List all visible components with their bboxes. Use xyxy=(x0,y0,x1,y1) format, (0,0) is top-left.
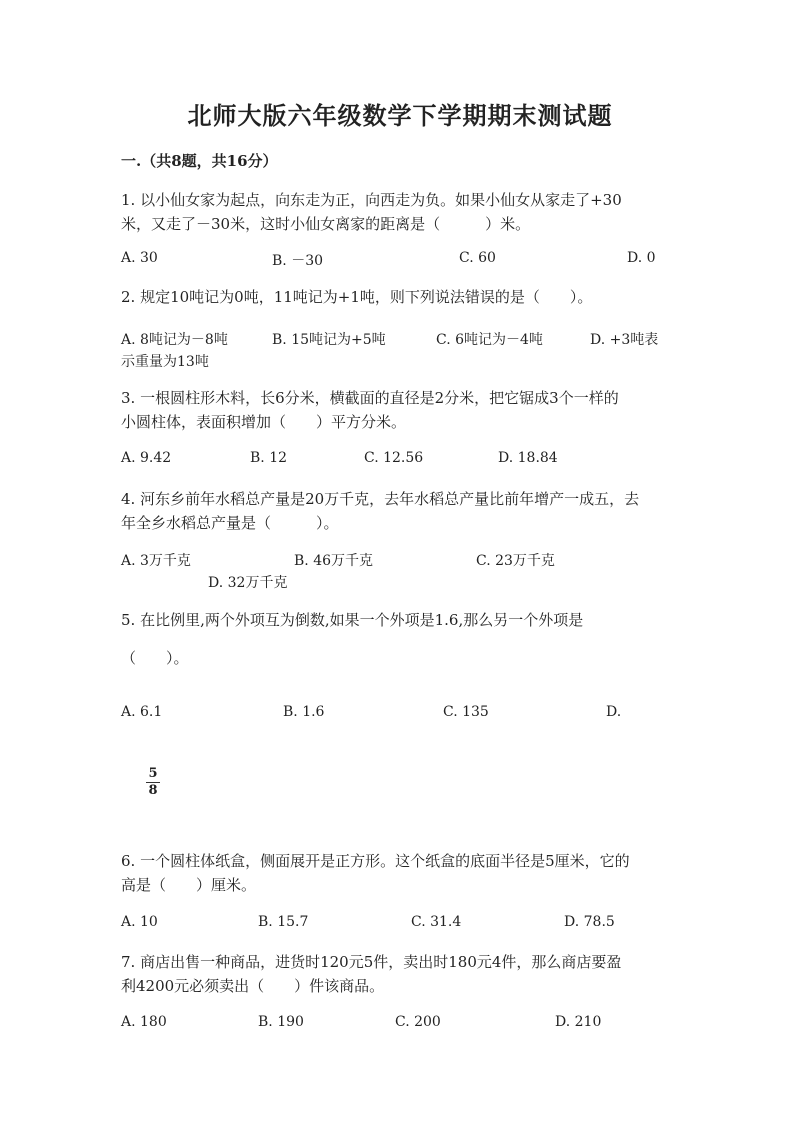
option-b: B. 46万千克 xyxy=(294,553,374,569)
section-heading: 一.（共8题，共16分） xyxy=(121,152,278,170)
option-a: A. 6.1 xyxy=(121,704,163,720)
question-line: 3. 一根圆柱形木料，长6分米，横截面的直径是2分米，把它锯成3个一样的 xyxy=(121,389,619,407)
question-line: 高是（ ）厘米。 xyxy=(121,876,257,894)
question-line: 4. 河东乡前年水稻总产量是20万千克，去年水稻总产量比前年增产一成五，去 xyxy=(121,490,640,508)
question-7 xyxy=(121,950,681,998)
question-line: 年全乡水稻总产量是（ ）。 xyxy=(121,514,339,532)
option-b: B. 15.7 xyxy=(258,914,309,930)
option-b: B. 190 xyxy=(258,1014,304,1030)
option-c: C. 6吨记为－4吨 xyxy=(436,332,543,348)
option-d: D. xyxy=(606,704,622,720)
question-2 xyxy=(121,285,681,309)
fraction-numerator: 5 xyxy=(146,766,160,783)
option-a: A. 180 xyxy=(121,1014,167,1030)
question-line: （ ）。 xyxy=(121,649,189,667)
option-c: C. 31.4 xyxy=(411,914,462,930)
option-b: B. 15吨记为+5吨 xyxy=(272,332,386,348)
option-d: D. 18.84 xyxy=(498,450,558,466)
option-a: A. 3万千克 xyxy=(121,553,191,569)
option-d: D. 78.5 xyxy=(564,914,615,930)
option-c: C. 60 xyxy=(459,250,496,266)
option-d: D. +3吨表 xyxy=(590,332,659,348)
page-title: 北师大版六年级数学下学期期末测试题 xyxy=(187,101,613,130)
option-c: C. 135 xyxy=(443,704,489,720)
question-1 xyxy=(121,188,681,236)
question-line: 5. 在比例里,两个外项互为倒数,如果一个外项是1.6,那么另一个外项是 xyxy=(121,611,584,629)
question-line: 小圆柱体，表面积增加（ ）平方分米。 xyxy=(121,413,407,431)
option-a: A. 8吨记为－8吨 xyxy=(121,332,228,348)
question-line: 2. 规定10吨记为0吨，11吨记为+1吨，则下列说法错误的是（ ）。 xyxy=(121,288,593,306)
option-c: C. 23万千克 xyxy=(476,553,555,569)
question-line: 利4200元必须卖出（ ）件该商品。 xyxy=(121,977,385,995)
option-d: D. 32万千克 xyxy=(208,575,288,591)
fraction-denominator: 8 xyxy=(148,783,158,798)
option-b: B. －30 xyxy=(272,253,324,269)
option-c: C. 200 xyxy=(395,1014,441,1030)
question-4 xyxy=(121,487,681,535)
option-b: B. 12 xyxy=(250,450,288,466)
option-a: A. 10 xyxy=(121,914,158,930)
option-d-fraction xyxy=(146,766,160,799)
question-line: 7. 商店出售一种商品，进货时120元5件，卖出时180元4件，那么商店要盈 xyxy=(121,953,622,971)
question-line: 1. 以小仙女家为起点，向东走为正，向西走为负。如果小仙女从家走了+30 xyxy=(121,191,622,209)
option-c: C. 12.56 xyxy=(364,450,424,466)
option-a: A. 30 xyxy=(121,250,158,266)
option-b: B. 1.6 xyxy=(283,704,325,720)
question-6 xyxy=(121,849,681,897)
question-5 xyxy=(121,608,681,670)
option-d-continued: 示重量为13吨 xyxy=(121,354,209,370)
option-a: A. 9.42 xyxy=(121,450,172,466)
question-3 xyxy=(121,386,681,434)
question-line: 6. 一个圆柱体纸盒，侧面展开是正方形。这个纸盒的底面半径是5厘米，它的 xyxy=(121,852,630,870)
option-d: D. 0 xyxy=(627,250,656,266)
option-d: D. 210 xyxy=(555,1014,602,1030)
question-line: 米，又走了－30米，这时小仙女离家的距离是（ ）米。 xyxy=(121,215,531,233)
